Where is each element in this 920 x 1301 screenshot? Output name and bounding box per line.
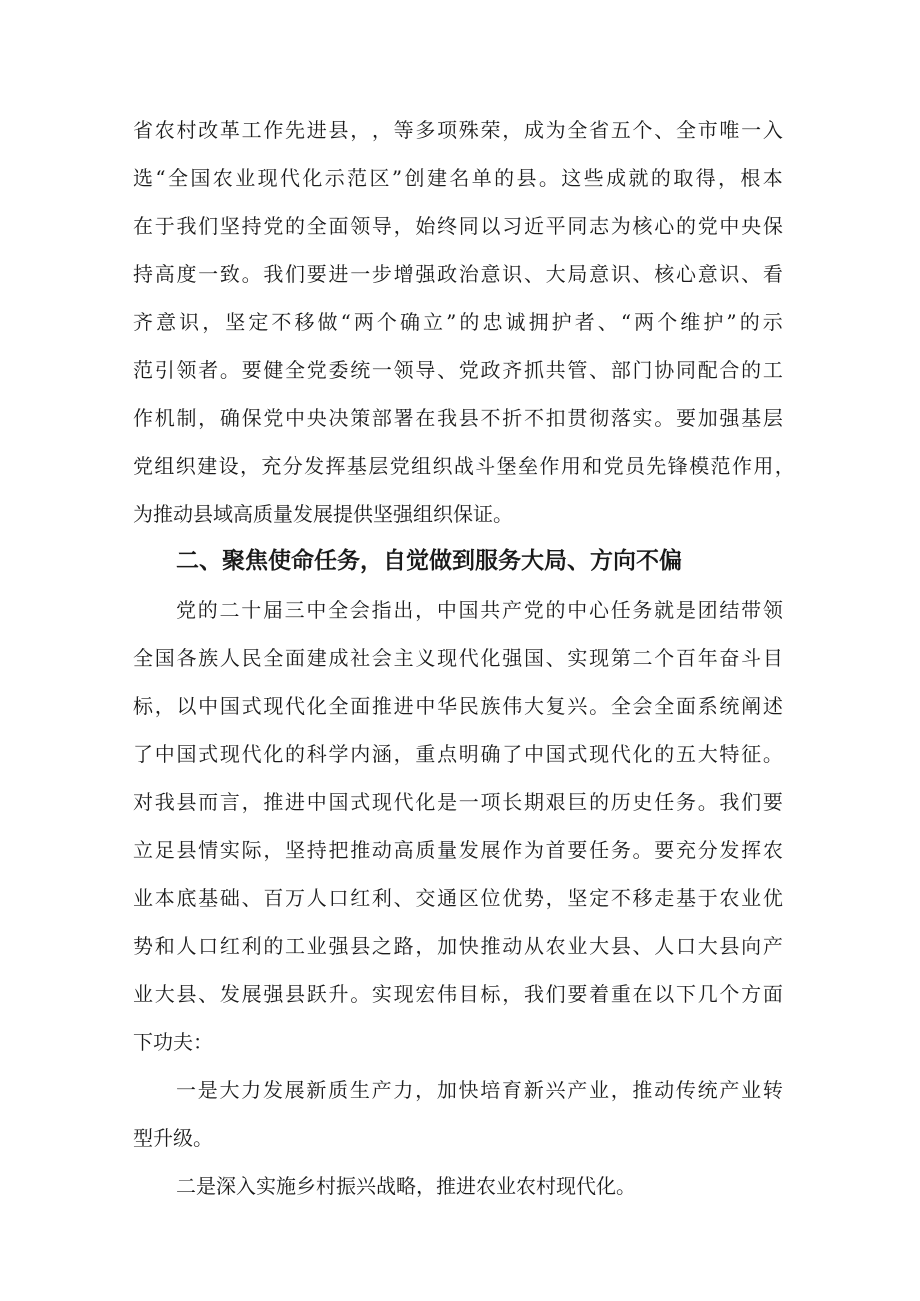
body-line: 作 机 制 ， 确 保 党 中 央 决 策 部 署 在 我 县 不 折 不 扣 贯 彻 落 实 。 要 加 强 基 层 [133, 406, 783, 430]
body-line: 党 组 织 建 设 ， 充 分 发 挥 基 层 党 组 织 战 斗 堡 垒 作 用 和 党 员 先 锋 模 范 作 用 ， [133, 454, 795, 478]
body-line: 对 我 县 而 言 ， 推 进 中 国 式 现 代 化 是 一 项 长 期 艰 巨 的 历 史 任 务 。 我 们 要 [133, 790, 783, 814]
body-line: 选 “ 全 国 农 业 现 代 化 示 范 区 ” 创 建 名 单 的 县 。 这 些 成 就 的 取 得 ， 根 本 [133, 166, 783, 190]
body-line: 全 国 各 族 人 民 全 面 建 成 社 会 主 义 现 代 化 强 国 、 实 现 第 二 个 百 年 奋 斗 目 [133, 646, 783, 670]
section-heading: 二、聚焦使命任务，自觉做到服务大局、方向不偏 [176, 548, 682, 574]
body-line: 业 本 底 基 础 、 百 万 人 口 红 利 、 交 通 区 位 优 势 ， 坚 定 不 移 走 基 于 农 业 优 [133, 886, 783, 910]
body-line: 持 高 度 一 致 。 我 们 要 进 一 步 增 强 政 治 意 识 、 大 局 意 识 、 核 心 意 识 、 看 [133, 262, 783, 286]
body-line: 范 引 领 者 。 要 健 全 党 委 统 一 领 导 、 党 政 齐 抓 共 管 、 部 门 协 同 配 合 的 工 [133, 358, 783, 382]
body-line: 二是深入实施乡村振兴战略，推进农业农村现代化。 [176, 1174, 636, 1198]
body-line: 下功夫： [133, 1030, 213, 1054]
body-line: 标 ， 以 中 国 式 现 代 化 全 面 推 进 中 华 民 族 伟 大 复 兴 。 全 会 全 面 系 统 阐 述 [133, 694, 783, 718]
body-line: 在 于 我 们 坚 持 党 的 全 面 领 导 ， 始 终 同 以 习 近 平 同 志 为 核 心 的 党 中 央 保 [133, 214, 783, 238]
body-line: 为推动县域高质量发展提供坚强组织保证。 [133, 502, 513, 526]
body-line: 一 是 大 力 发 展 新 质 生 产 力 ， 加 快 培 育 新 兴 产 业 ， 推 动 传 统 产 业 转 [176, 1078, 783, 1102]
body-line: 业 大 县 、 发 展 强 县 跃 升 。 实 现 宏 伟 目 标 ， 我 们 要 着 重 在 以 下 几 个 方 面 [133, 982, 783, 1006]
body-line: 省 农 村 改 革 工 作 先 进 县 ， ， 等 多 项 殊 荣 ， 成 为 全 省 五 个 、 全 市 唯 一 入 [133, 118, 783, 142]
body-line: 齐 意 识 ， 坚 定 不 移 做 “ 两 个 确 立 ” 的 忠 诚 拥 护 者 、 “ 两 个 维 护 ” 的 示 [133, 310, 783, 334]
body-line: 党 的 二 十 届 三 中 全 会 指 出 ， 中 国 共 产 党 的 中 心 任 务 就 是 团 结 带 领 [176, 598, 783, 622]
body-line: 立 足 县 情 实 际 ， 坚 持 把 推 动 高 质 量 发 展 作 为 首 要 任 务 。 要 充 分 发 挥 农 [133, 838, 783, 862]
body-line: 势 和 人 口 红 利 的 工 业 强 县 之 路 ， 加 快 推 动 从 农 业 大 县 、 人 口 大 县 向 产 [133, 934, 783, 958]
body-line: 了 中 国 式 现 代 化 的 科 学 内 涵 ， 重 点 明 确 了 中 国 式 现 代 化 的 五 大 特 征 。 [133, 742, 783, 766]
body-line: 型升级。 [133, 1126, 213, 1150]
